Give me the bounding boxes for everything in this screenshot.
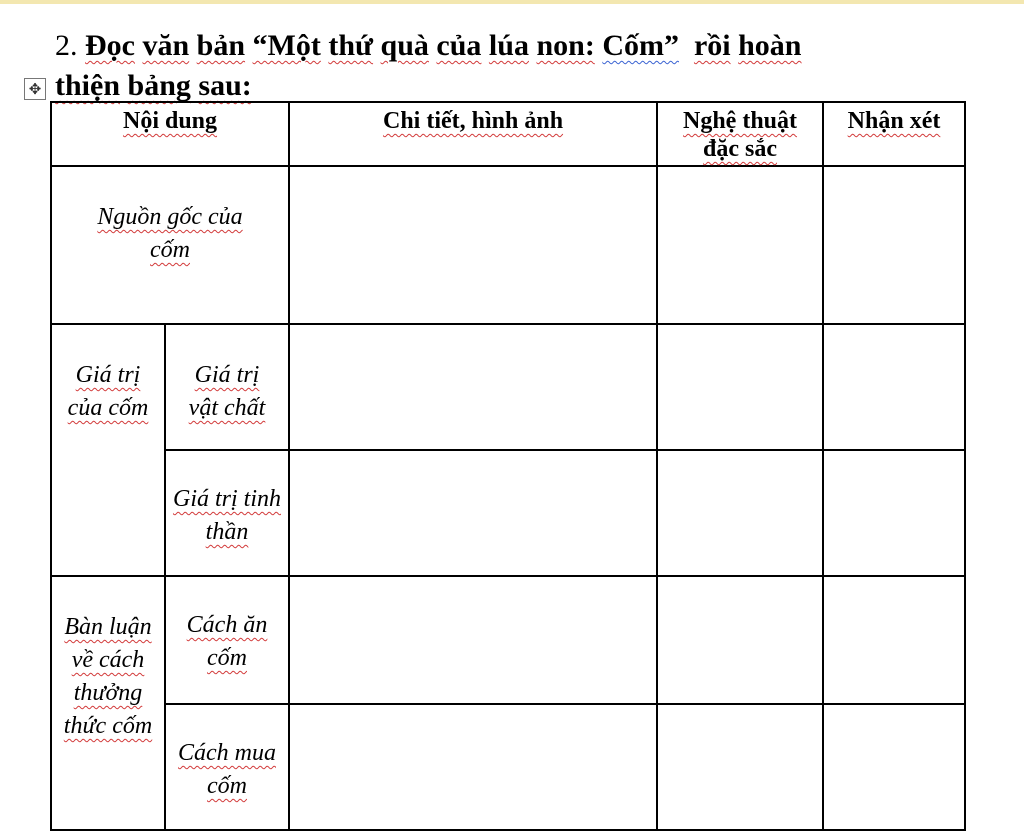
answer-cell[interactable]: [657, 166, 823, 324]
answer-cell[interactable]: [657, 324, 823, 450]
answer-cell[interactable]: [289, 450, 657, 576]
exercise-heading: [55, 26, 955, 106]
heading-word: non:: [536, 29, 595, 62]
answer-cell[interactable]: [657, 450, 823, 576]
heading-word: Cốm”: [602, 29, 679, 62]
header-details: Chi tiết, hình ảnh: [289, 102, 657, 166]
heading-word: của: [436, 29, 482, 62]
answer-cell[interactable]: [823, 450, 965, 576]
answer-cell[interactable]: [823, 324, 965, 450]
row-label-material-value: Giá trị vật chất: [165, 324, 289, 450]
row-label-spiritual-value: Giá trị tinh thần: [165, 450, 289, 576]
heading-word: sau:: [198, 69, 252, 102]
answer-cell[interactable]: [823, 166, 965, 324]
heading-word: thiện: [55, 69, 121, 102]
row-label-origin: Nguồn gốc của cốm: [51, 166, 289, 324]
heading-word: Đọc: [85, 29, 135, 62]
header-comment: Nhận xét: [823, 102, 965, 166]
heading-word: “Một: [252, 29, 321, 62]
header-row: [51, 102, 965, 166]
row-label-discussion-group: Bàn luận về cách thưởng thức cốm: [51, 576, 165, 830]
heading-word: rồi: [693, 29, 731, 62]
answer-cell[interactable]: [289, 166, 657, 324]
table-move-handle-icon[interactable]: ✥: [24, 78, 46, 100]
page-top-border: [0, 0, 1024, 4]
heading-word: văn: [142, 29, 190, 62]
heading-word: lúa: [488, 29, 529, 62]
answer-cell[interactable]: [289, 576, 657, 704]
answer-cell[interactable]: [289, 324, 657, 450]
answer-cell[interactable]: [823, 576, 965, 704]
answer-cell[interactable]: [657, 704, 823, 830]
heading-word: bảng: [127, 69, 191, 102]
row-label-how-to-buy: Cách mua cốm: [165, 704, 289, 830]
row-label-value-group: Giá trị của cốm: [51, 324, 165, 576]
row-label-how-to-eat: Cách ăn cốm: [165, 576, 289, 704]
table-row: [51, 166, 965, 324]
table-row: [51, 576, 965, 704]
header-art: Nghệ thuật đặc sắc: [657, 102, 823, 166]
table-row: [51, 450, 965, 576]
heading-word: bản: [196, 29, 246, 62]
header-content: Nội dung: [51, 102, 289, 166]
answer-cell[interactable]: [289, 704, 657, 830]
table-row: [51, 704, 965, 830]
heading-word: thứ: [328, 29, 374, 62]
heading-word: hoàn: [738, 29, 802, 62]
answer-cell[interactable]: [823, 704, 965, 830]
table-row: [51, 324, 965, 450]
heading-word: quà: [380, 29, 429, 62]
answer-cell[interactable]: [657, 576, 823, 704]
worksheet-table: [50, 101, 966, 831]
exercise-number: 2.: [55, 29, 78, 62]
